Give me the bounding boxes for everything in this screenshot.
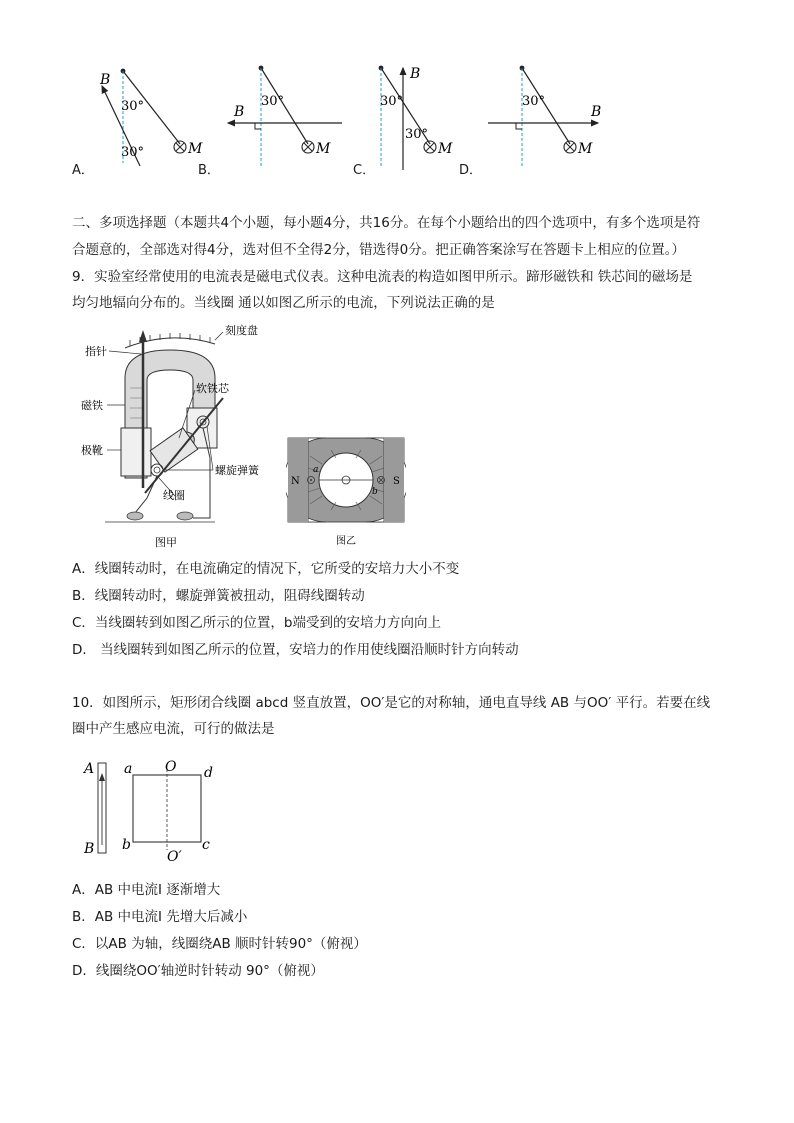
q8-option-b-label[interactable]: B．	[198, 163, 220, 178]
q8-option-d-diagram	[488, 66, 601, 168]
q10-option-c[interactable]: C．以AB 为轴，线圈绕AB 顺时针转90°（俯视）	[72, 936, 367, 952]
q8-option-b-diagram	[228, 66, 342, 166]
q10-stem-line1: 10．如图所示，矩形闭合线圈 abcd 竖直放置，OO′是它的对称轴，通电直导线 AB 与OO′ 平行。若要在线	[72, 695, 711, 711]
fig-jia-caption: 图甲	[155, 536, 177, 549]
section2-header-line1: 二、多项选择题（本题共4个小题，每小题4分，共16分。在每个小题给出的四个选项中，有多个选项是符	[72, 215, 701, 231]
fig-yi-n-label: N	[291, 476, 300, 487]
q9-option-c[interactable]: C．当线圈转到如图乙所示的位置，b端受到的安培力方向向上	[72, 615, 441, 631]
q8-diagrams	[60, 58, 620, 183]
fig-yi-caption: 图乙	[336, 536, 356, 547]
q8-b-wire-label: M	[316, 141, 331, 157]
fig-jia-magnet-label: 磁铁	[81, 399, 103, 412]
q9-figure-yi	[286, 436, 406, 548]
fig-jia-pointer-label: 指针	[85, 345, 107, 358]
q10-option-d[interactable]: D．线圈绕OO′轴逆时针转动 90°（俯视）	[72, 963, 324, 979]
q8-a-angle1: 30°	[121, 99, 145, 114]
fig-yi-a-label: a	[313, 465, 319, 475]
q8-a-angle2: 30°	[121, 145, 145, 160]
q10-option-b[interactable]: B．AB 中电流I 先增大后减小	[72, 909, 248, 925]
q8-option-d-label[interactable]: D．	[459, 163, 483, 178]
q10-label-a: a	[124, 761, 133, 777]
q8-b-angle1: 30°	[261, 94, 285, 109]
q8-a-field-label: B	[100, 72, 111, 88]
q10-option-a[interactable]: A．AB 中电流I 逐渐增大	[72, 882, 221, 898]
q10-figure	[78, 755, 228, 870]
q8-d-wire-label: M	[578, 141, 593, 157]
q8-c-angle1: 30°	[380, 94, 404, 109]
q8-option-a-label[interactable]: A．	[72, 163, 94, 178]
q9-option-d[interactable]: D． 当线圈转到如图乙所示的位置，安培力的作用使线圈沿顺时针方向转动	[72, 642, 519, 658]
fig-jia-coil-label: 线圈	[163, 489, 185, 502]
q8-option-c-label[interactable]: C．	[353, 163, 376, 178]
q8-c-angle2: 30°	[405, 127, 429, 142]
section2-header-line2: 合题意的，全部选对得4分，选对但不全得2分，错选得0分。把正确答案涂写在答题卡上相应的位置。）	[72, 242, 686, 258]
fig-jia-pole-label: 极靴	[81, 444, 103, 457]
q9-stem-line2: 均匀地辐向分布的。当线圈 通以如图乙所示的电流，下列说法正确的是	[72, 295, 495, 311]
q8-c-field-label: B	[410, 66, 421, 82]
q8-option-c-diagram	[379, 66, 453, 170]
q8-c-wire-label: M	[438, 141, 453, 157]
q10-label-B: B	[84, 841, 95, 857]
fig-jia-dial-label: 刻度盘	[225, 324, 258, 337]
fig-yi-s-label: S	[393, 476, 400, 487]
q10-label-O: O	[165, 759, 177, 775]
q9-option-b[interactable]: B．线圈转动时，螺旋弹簧被扭动，阻碍线圈转动	[72, 588, 365, 604]
q8-d-angle1: 30°	[522, 94, 546, 109]
q10-label-A: A	[84, 761, 95, 777]
q10-stem-line2: 圈中产生感应电流，可行的做法是	[72, 721, 275, 737]
q10-label-b: b	[122, 837, 131, 853]
fig-yi-b-label: b	[372, 487, 378, 497]
q10-label-d: d	[204, 765, 213, 781]
q10-label-O-prime: O′	[167, 849, 182, 865]
q9-option-a[interactable]: A．线圈转动时，在电流确定的情况下，它所受的安培力大小不变	[72, 561, 460, 577]
fig-jia-spring-label: 螺旋弹簧	[215, 464, 259, 477]
q8-option-a-diagram	[99, 69, 203, 166]
q9-stem-line1: 9．实验室经常使用的电流表是磁电式仪表。这种电流表的构造如图甲所示。蹄形磁铁和 铁芯间的磁场是	[72, 269, 693, 285]
q9-figure-jia	[75, 318, 285, 553]
q10-label-c: c	[202, 837, 210, 853]
fig-jia-core-label: 软铁芯	[196, 382, 229, 395]
q8-b-field-label: B	[234, 104, 245, 120]
q8-d-field-label: B	[591, 104, 602, 120]
q8-a-wire-label: M	[188, 141, 203, 157]
